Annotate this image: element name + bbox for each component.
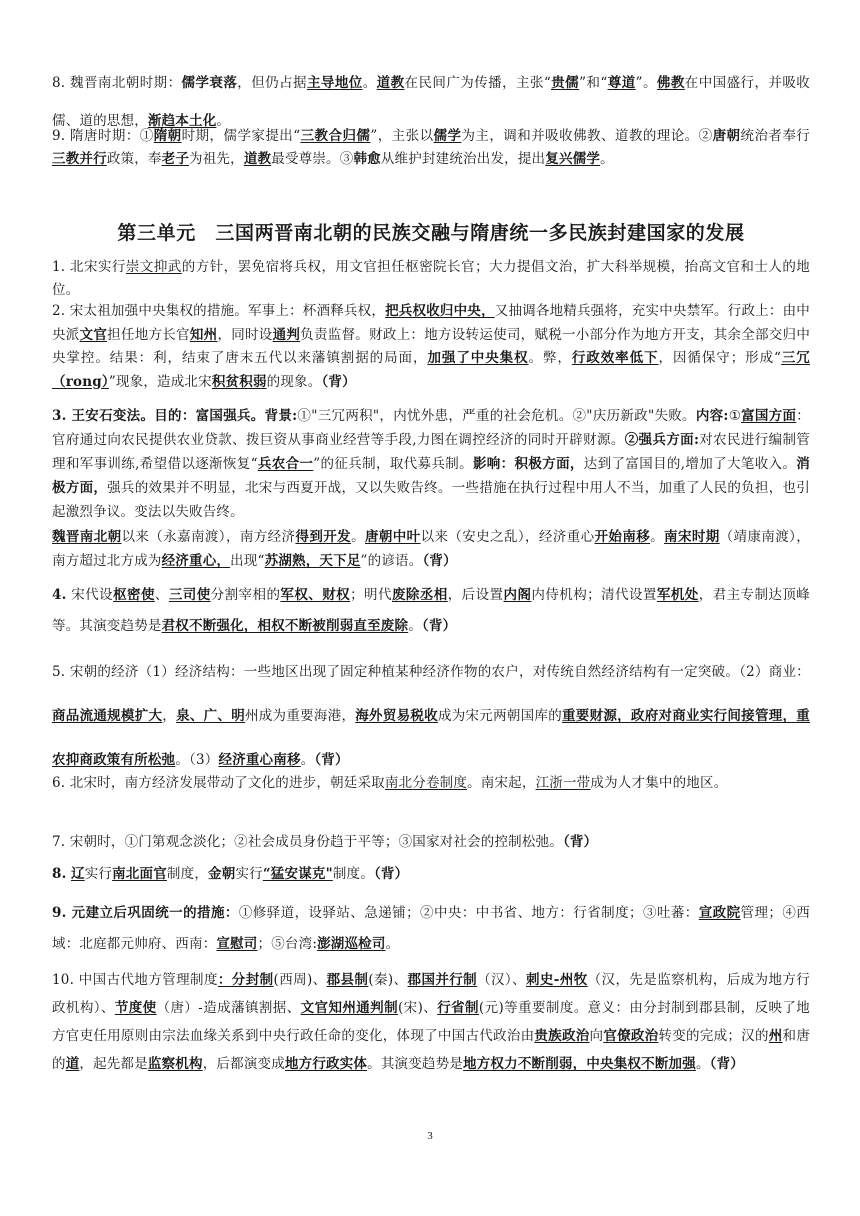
text-segment: 。 [695,1056,710,1072]
text-segment: 军机处 [656,587,699,603]
unit-item-4 [52,580,810,642]
text-segment: 以来（安史之乱），经济重心 [420,529,595,545]
unit-item-7 [52,830,810,855]
text-segment: 郡县制 [326,972,369,988]
text-segment: 统治者奉行 [740,128,811,144]
item-9-sui-tang [52,125,810,171]
text-segment: 道教 [243,151,272,167]
text-segment: 达到了富国目的,增加了大笔收入。 [583,456,797,472]
text-segment: 。（3） [175,752,219,768]
unit-item-1 [52,256,810,302]
text-segment: ① [728,408,742,424]
text-segment: ①"三冗两积"，内忧外患，严重的社会危机。②"庆历新政"失败。 [297,408,696,424]
text-segment: （背） [422,552,457,569]
text-segment: 消极方面， [52,456,810,496]
text-segment: 南北面官 [112,866,167,882]
text-segment: 行政效率低下 [571,350,659,366]
text-segment: 得到开发 [295,529,352,545]
text-segment: 为祖先， [189,151,244,167]
text-segment: 7. 宋朝时，①门第观念淡化；②社会成员身份趋于平等；③国家对社会的控制松弛。 [52,834,563,850]
text-segment: 以来（永嘉南渡），南方经济 [121,529,296,545]
text-segment: 经济重心， [161,552,231,569]
text-segment: 从维护封建统治出发，提出 [380,151,546,167]
page-number: 3 [427,1130,433,1142]
unit-item-2 [52,300,810,394]
text-segment: 担任地方长官 [107,326,190,343]
text-segment: 唐朝中叶 [364,529,421,545]
text-segment: 渐趋本土化 [147,113,217,129]
text-segment: 1. 北宋实行 [52,259,126,275]
text-segment: ；⑤台湾: [257,936,318,952]
text-segment: （汉）、 [477,972,526,988]
text-segment: 君权不断强化，相权不断被削弱直至废除 [161,618,409,634]
economic-center-note [52,526,810,573]
text-segment: 监察机构 [147,1056,203,1072]
text-segment: （背） [314,752,349,768]
unit-item-10 [52,966,810,1078]
text-segment: ，君主专制达顶峰等。其演变趋势是 [52,587,810,634]
text-segment: 9. 元建立后巩固统一的措施： [52,905,239,921]
text-segment: 贵族政治 [534,1028,590,1044]
text-segment: 道 [65,1056,80,1072]
text-segment: 分割宰相的 [210,587,281,603]
text-segment: 州成为重要海港， [244,708,356,724]
text-segment: 宣政院 [698,905,741,921]
text-segment: 老子 [161,151,190,167]
text-segment: 。 [351,529,365,545]
text-segment: 地方权力不断削弱，中央集权不断加强 [463,1056,696,1072]
text-segment: 苏湖熟，天下足 [264,552,361,569]
text-segment: 在中国盛行，并吸收儒、道的思想， [52,75,810,129]
text-segment: 实行 [235,866,263,882]
text-segment: (宋)、 [398,1000,438,1016]
text-segment: 文官 [79,326,108,343]
text-segment: 时期，儒学家提出“ [181,128,301,144]
text-segment: 三司使 [168,587,211,603]
text-segment: （汉，先是监察机构，后成为地方行政机构）、 [52,972,810,1016]
text-segment: 制度， [166,866,209,882]
text-segment: ①修驿道，设驿站、急递铺；②中央：中书省、地方：行省制度；③吐蕃： [238,905,699,921]
text-segment: 9. 隋唐时期：① [52,128,154,144]
text-segment: 三教并行 [52,151,107,167]
text-segment: 。南宋起， [467,775,536,791]
text-segment: 南宋时期 [664,529,720,545]
text-segment: 8. [52,866,67,882]
text-segment: 6. 北宋时，南方经济发展带动了文化的进步，朝廷采取 [52,775,385,791]
text-segment: 复兴儒学 [545,151,601,167]
text-segment: 。其演变趋势是 [367,1056,464,1072]
text-segment: 儒学衰落 [181,75,238,91]
text-segment: （背） [709,1056,744,1072]
text-segment: 隋朝 [153,128,182,144]
text-segment: ， [162,708,177,724]
text-segment: 商品流通规模扩大 [52,708,163,724]
text-segment: 富国方面 [741,408,797,424]
text-segment: 魏晋南北朝 [52,529,122,545]
text-segment: 海外贸易税收 [355,708,438,724]
text-segment: 经济重心南移 [218,752,301,768]
text-segment: 枢密使 [113,587,155,603]
text-segment: 刺史-州牧 [525,972,588,988]
text-segment: 管理；④西域：北庭都元帅府、西南： [52,905,810,952]
text-segment: 佛教 [656,75,685,91]
text-segment: 影响：积极方面， [472,456,584,472]
text-segment: ：官府通过向农民提供农业贷款、拨巨资从事商业经营等手段,力图在调控经济的同时开辟财源。 [52,408,810,448]
text-segment: “猛安谋克" [262,866,333,882]
text-segment: 道教 [376,75,405,91]
text-segment: 2. 宋太祖加强中央集权的措施。军事上：杯酒释兵权， [52,303,386,319]
text-segment: 地方行政实体 [284,1056,368,1072]
text-segment: (西周)、 [273,972,327,988]
text-segment: 宋代设 [66,587,114,603]
text-segment: 州 [768,1028,783,1044]
text-segment: 3. 王安石变法。目的：富国强兵。背景: [52,408,298,424]
text-segment: (元)等重要制度。意义：由分封制到郡县制，反映了地方官吏任用原则由宗法血缘关系到中央行政任命的变化，体现了中国古代政治由 [52,1000,810,1044]
text-segment: （背） [321,373,356,390]
text-segment: (秦)、 [368,972,408,988]
text-segment: 负责监督。财政上：地方设转运使司，赋税一小部分作为地方开支，其余全部交归中央掌控。结果：利，结束了唐末五代以来藩镇割据的局面， [52,326,811,366]
text-segment: ，起先都是 [79,1056,148,1072]
text-segment: 开始南移 [594,529,651,545]
text-segment: ”的征兵制，取代募兵制。 [313,456,473,472]
text-segment: ，因循保守；形成“ [658,350,782,366]
text-segment: （靖康南渡），南方超过北方成为 [52,529,811,569]
text-segment: 5. 宋朝的经济（1）经济结构：一些地区出现了固定种植某种经济作物的农户，对传统自然经济结构有一定突破。（2）商业： [52,664,810,680]
text-segment: 金朝 [208,866,236,882]
text-segment: 重要财源，政府对商业实行间接管理，重农抑商政策有所松弛 [52,708,811,768]
text-segment: 宣慰司 [216,936,258,952]
text-segment: ，但仍占据 [237,75,307,91]
text-segment: 内容: [695,408,729,424]
text-segment: 内阁 [503,587,532,603]
text-segment: 三教合归儒 [300,128,371,144]
text-segment: 、 [154,587,169,603]
text-segment: 兵农合一 [257,456,314,472]
text-segment: 行省制 [437,1000,479,1016]
text-segment: 10. 中国古代地方管理制度 [52,972,218,988]
text-segment: 。 [408,618,422,634]
text-segment: （唐）-造成藩镇割据、 [156,1000,301,1016]
text-segment: 4. [52,587,67,603]
text-segment: 内侍机构；清代设置 [531,587,657,603]
unit-title: 第三单元 三国两晋南北朝的民族交融与隋唐统一多民族封建国家的发展 [117,222,745,244]
text-segment: 向 [589,1028,604,1044]
text-segment: 最受尊崇。③ [271,151,354,167]
unit-item-5 [52,650,810,782]
text-segment: 。弊， [528,350,572,366]
text-segment: 出现“ [230,552,265,569]
text-segment: 和唐的 [52,1028,811,1072]
text-segment: 澎湖巡检司 [317,936,386,952]
text-segment: ②强兵方面: [624,432,700,448]
unit-item-9 [52,898,810,960]
unit-item-8 [52,862,810,887]
text-segment: ，后设置 [447,587,504,603]
text-segment: 知州 [189,326,218,343]
text-segment: ”的谚语。 [360,552,423,569]
text-segment: 8. 魏晋南北朝时期： [52,75,182,91]
text-segment: 官僚政治 [603,1028,659,1044]
text-segment: 江浙一带 [535,775,591,791]
text-segment: 。 [362,75,377,91]
text-segment: （背） [421,618,457,634]
text-segment: 韩愈 [353,151,381,167]
text-segment: 。 [385,936,400,952]
text-segment: 为主，调和并吸收佛教、道教的理论。② [461,128,713,144]
unit-item-3 [52,404,810,524]
text-segment: ”。 [635,75,657,91]
text-segment: 节度使 [114,1000,157,1016]
text-segment: ，后都演变成 [202,1056,285,1072]
text-segment: ”，主张以 [370,128,434,144]
text-segment: 对农民进行编制管理和军事训练,希望借以逐渐恢复“ [52,432,810,472]
text-segment: 实行 [84,866,113,882]
text-segment: 贵儒 [551,75,580,91]
unit-item-6 [52,772,810,795]
text-segment: 三冗（rong） [52,350,811,390]
text-segment: 的现象。 [266,373,322,390]
text-segment: 儒学 [433,128,462,144]
text-segment: 积贫积弱 [211,373,267,390]
text-segment: 文官知州通判制 [300,1000,398,1016]
text-segment: 主导地位 [306,75,363,91]
text-segment: 通判 [272,326,301,343]
text-segment: 的方针，罢免宿将兵权，用文官担任枢密院长官；大力提倡文治，扩大科举规模，抬高文官和士人的地位。 [52,259,810,298]
text-segment: ；明代 [350,587,392,603]
text-segment: 废除丞相 [391,587,448,603]
text-segment: 制度。 [332,866,374,882]
text-segment: ，同时设 [217,326,273,343]
text-segment: 。 [300,752,315,768]
text-segment: 尊道 [607,75,636,91]
text-segment: 加强了中央集权 [427,350,529,366]
text-segment: （背） [562,834,598,850]
text-segment: 强兵的效果并不明显，北宋与西夏开战，又以失败告终。一些措施在执行过程中用人不当，加重了人民的负担，也引起激烈争议。变法以失败告终。 [52,480,810,520]
text-segment: 军权、财权 [280,587,351,603]
text-segment: 在民间广为传播，主张“ [404,75,551,91]
text-segment: 泉、广、明 [176,708,245,724]
text-segment: 。 [600,151,614,167]
text-segment: 郡国并行制 [407,972,478,988]
text-segment: 崇文抑武 [125,259,182,275]
text-segment: 政策，奉 [106,151,162,167]
text-segment: ：分封制 [217,972,274,988]
text-segment: ”和“ [579,75,608,91]
text-segment: 。 [216,113,231,129]
text-segment: 唐朝 [712,128,741,144]
text-segment: （背） [373,866,409,882]
text-segment: 成为人才集中的地区。 [590,775,728,791]
text-segment: ”现象，造成北宋 [108,373,212,390]
text-segment: 南北分卷制度 [384,775,468,791]
text-segment: 又抽调各地精兵强将，充实中央禁军。行政上：由中央派 [52,303,810,343]
text-segment: 把兵权收归中央， [385,303,495,319]
text-segment: 辽 [71,866,85,882]
text-segment: 。 [650,529,665,545]
text-segment: 转变的完成；汉的 [658,1028,769,1044]
text-segment: 成为宋元两朝国库的 [437,708,562,724]
